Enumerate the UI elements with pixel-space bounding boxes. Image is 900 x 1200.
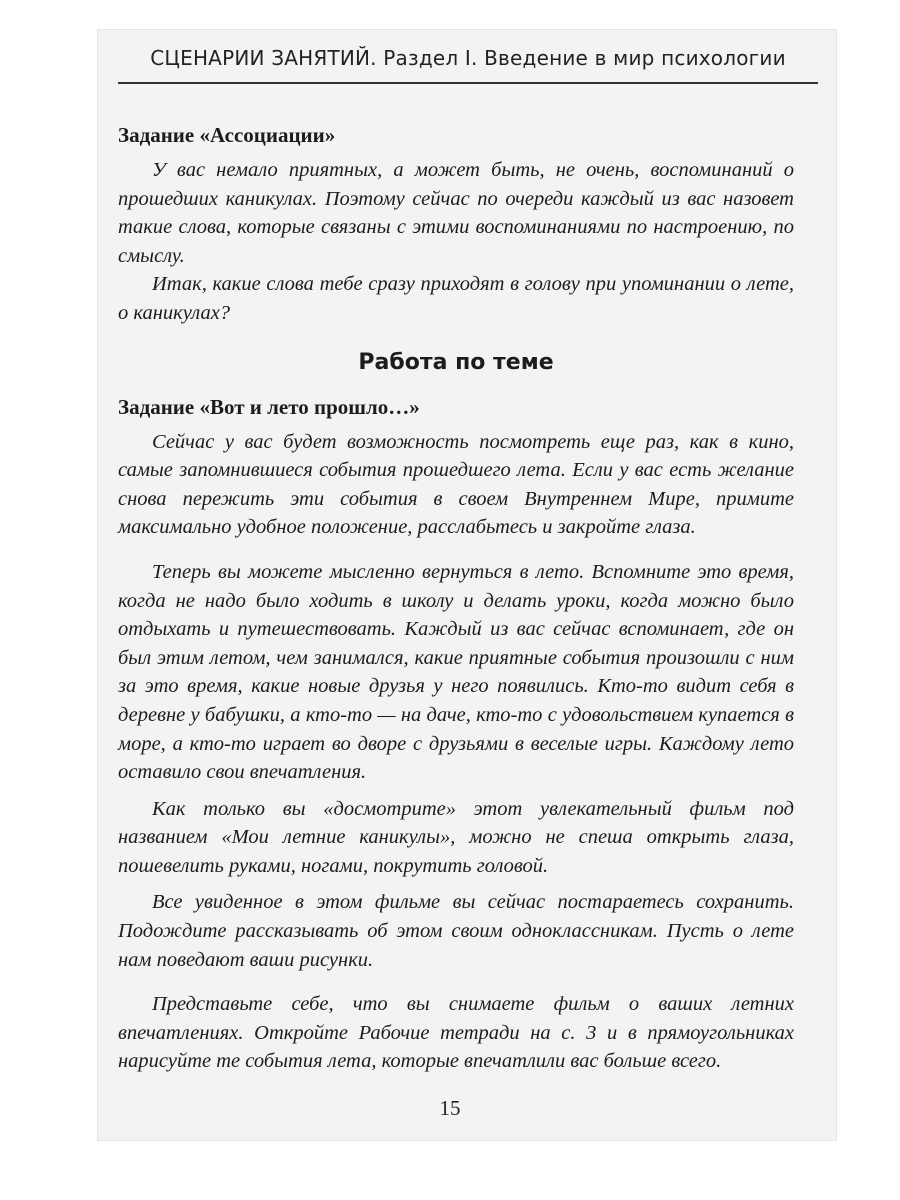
task-summer-paragraph: Как только вы «досмотрите» этот увлекательный фильм под названием «Мои летние каникулы», можно не спеша открыть глаза, пошевелить руками, ногами, покрутить головой. <box>118 797 794 877</box>
task-summer-paragraph: Представьте себе, что вы снимаете фильм о ваших летних впечатлениях. Откройте Рабочие тетради на с. 3 и в прямоугольниках нарисуйте те события лета, которые впечатлили вас больше всего. <box>118 993 794 1073</box>
page-number: 15 <box>439 1096 461 1120</box>
task-summer-paragraph: Сейчас у вас будет возможность посмотреть еще раз, как в кино, самые запомнившиеся события прошедшего лета. Если у вас есть желание снова пережить эти события в своем Внутреннем Мире, примите максимально удобное положение, расслабьтесь и закройте глаза. <box>118 430 794 539</box>
section-title: Работа по теме <box>358 349 554 375</box>
page-content <box>118 120 794 1076</box>
task-associations-paragraph: Итак, какие слова тебе сразу приходят в голову при упоминании о лете, о каникулах? <box>118 273 794 324</box>
task-associations-title: Задание «Ассоциации» <box>118 123 336 147</box>
task-summer-paragraph: Теперь вы можете мысленно вернуться в лето. Вспомните это время, когда не надо было ходить в школу и делать уроки, когда можно было отдыхать и путешествовать. Каждый из вас сейчас вспоминает, где он был этим летом, чем занимался, какие приятные события произошли с ним за это время, какие новые друзья у него появились. Кто-то видит себя в деревне у бабушки, а кто-то — на даче, кто-то с удовольствием купается в море, а кто-то играет во дворе с друзьями в веселые игры. Каждому лето оставило свои впечатления. <box>118 560 794 784</box>
header-rule <box>118 82 818 84</box>
task-summer-paragraph: Все увиденное в этом фильме вы сейчас постараетесь сохранить. Подождите рассказывать об этом своим одноклассникам. Пусть о лете нам поведают ваши рисунки. <box>118 891 794 971</box>
task-summer-title: Задание «Вот и лето прошло…» <box>118 394 420 419</box>
task-associations-paragraph: У вас немало приятных, а может быть, не очень, воспоминаний о прошедших каникулах. Поэтому сейчас по очереди каждый из вас назовет такие слова, которые связаны с этими воспоминаниями по настроению, по смыслу. <box>118 159 794 267</box>
running-head: СЦЕНАРИИ ЗАНЯТИЙ. Раздел I. Введение в мир психологии <box>150 46 786 70</box>
